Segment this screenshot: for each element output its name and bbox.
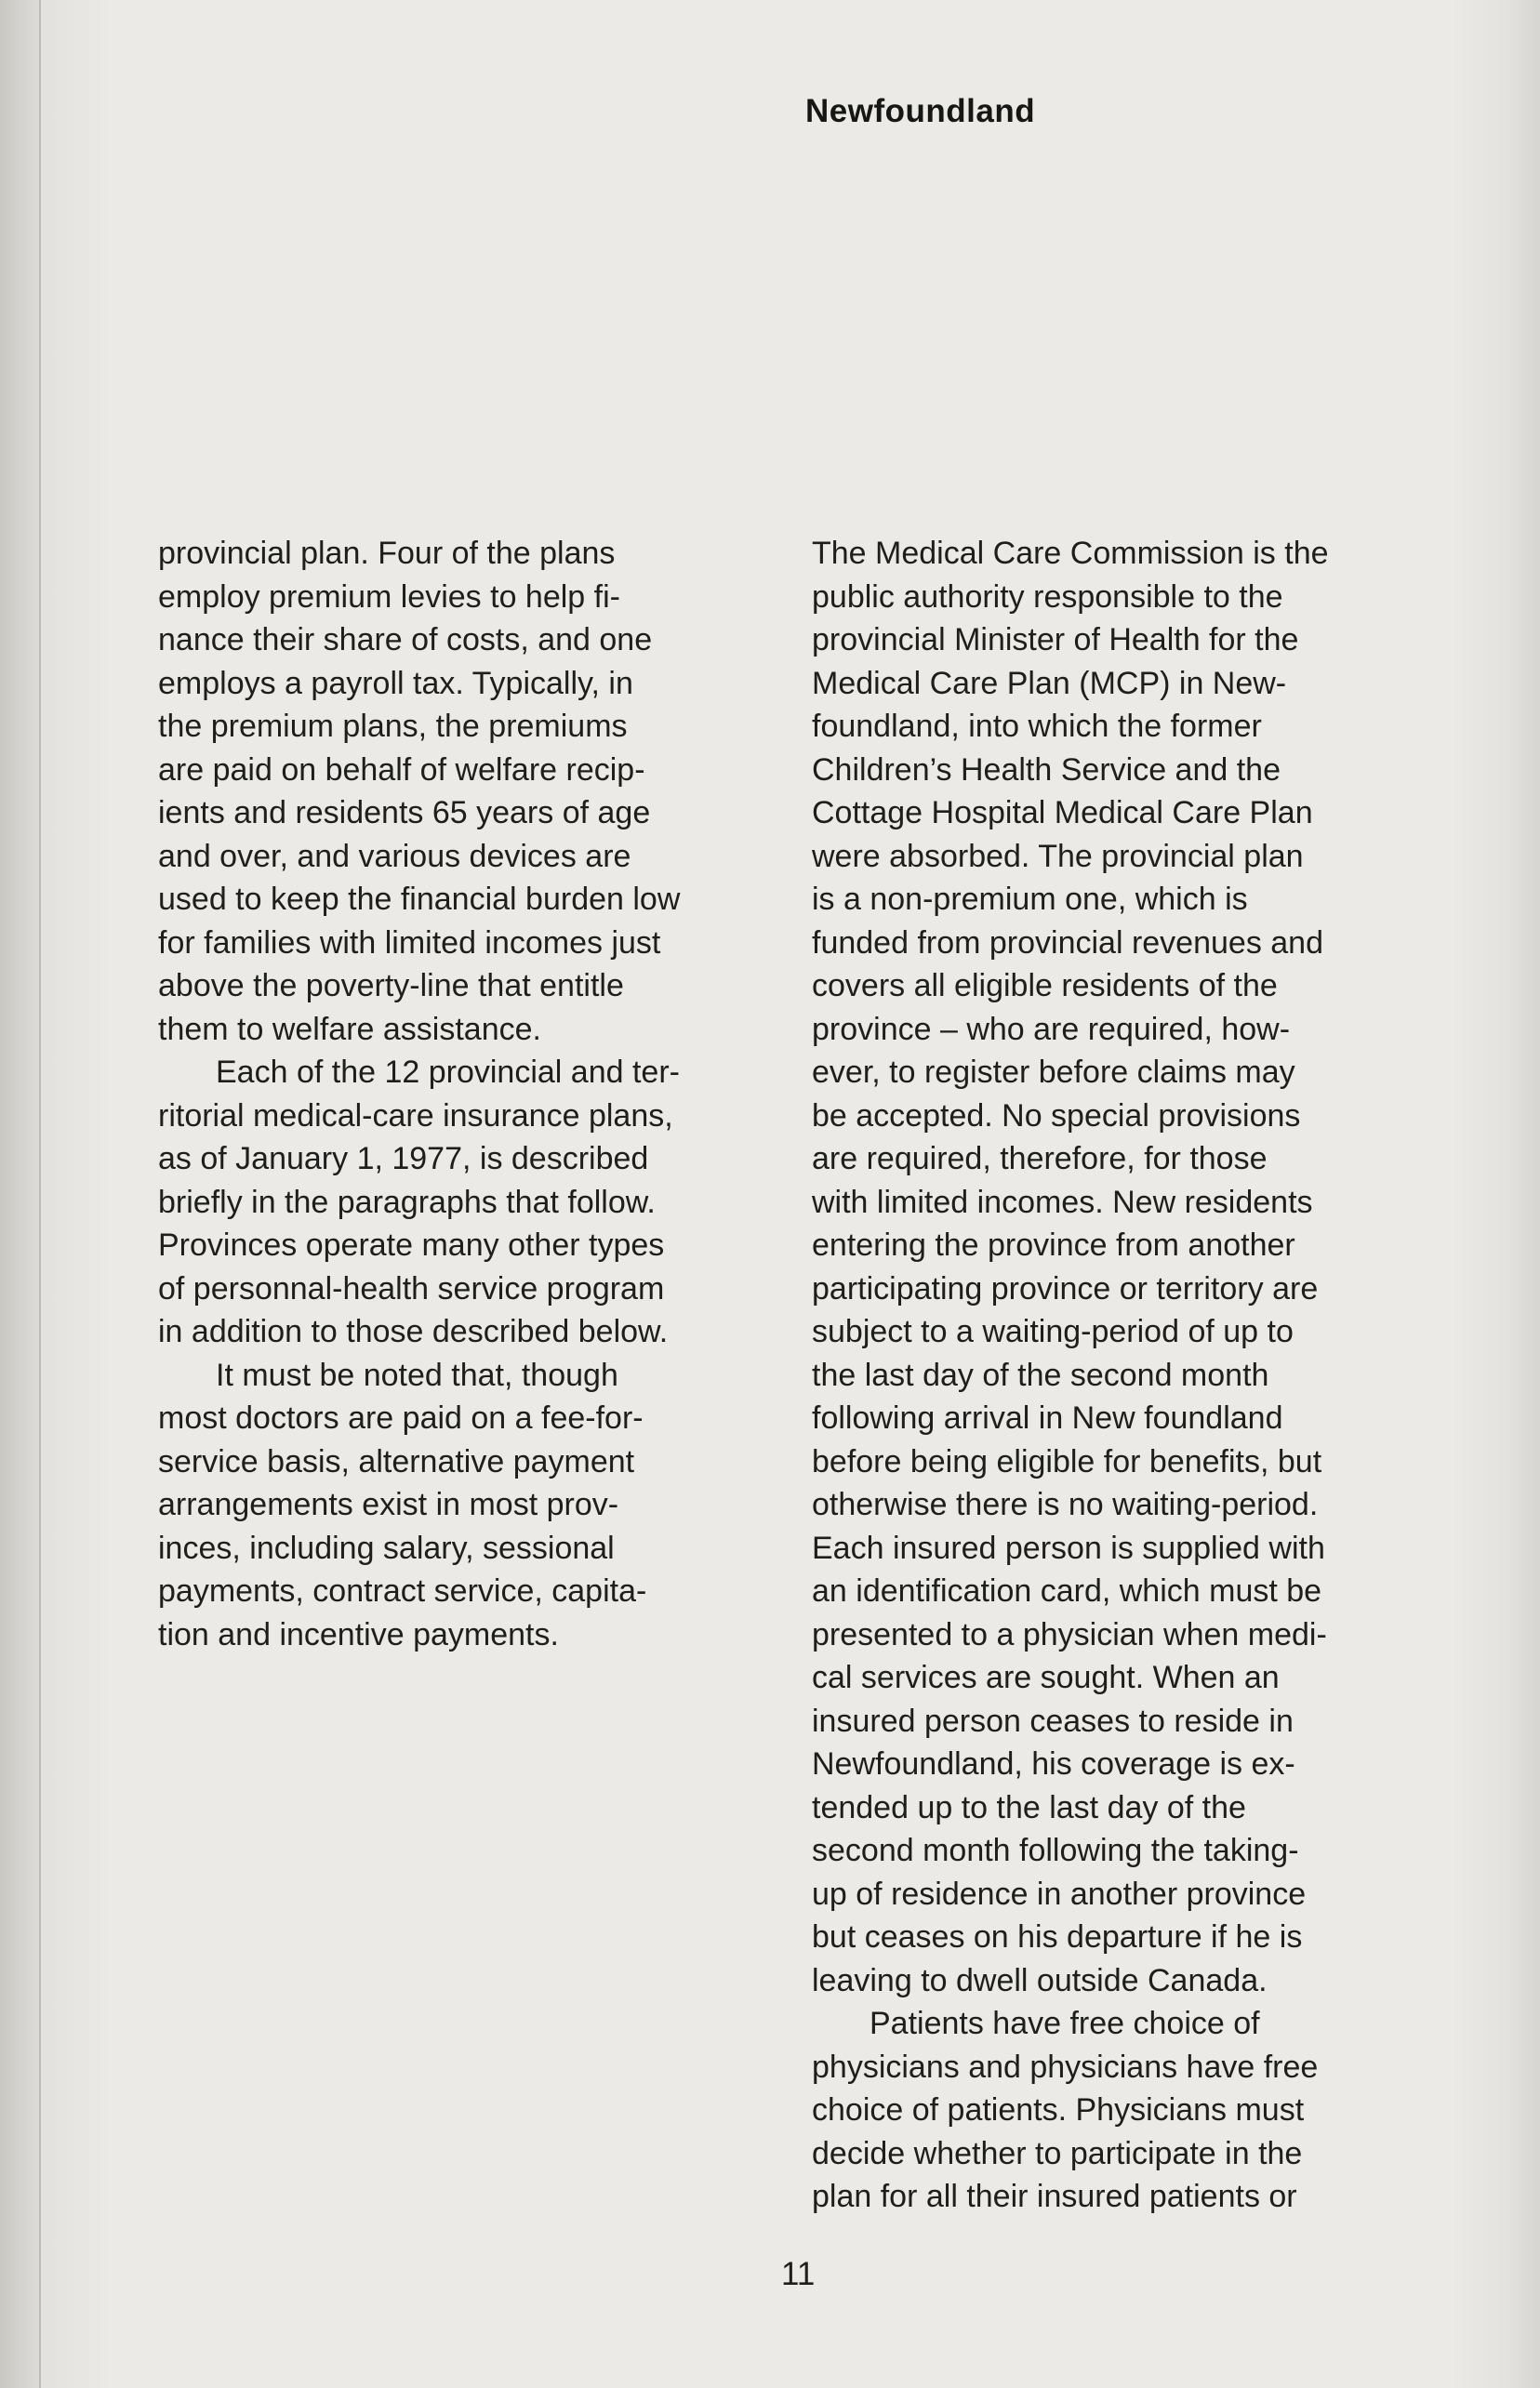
text-line: an identification card, which must be xyxy=(812,1573,1322,1609)
text-line: employs a payroll tax. Typically, in xyxy=(158,665,633,701)
text-line: insured person ceases to reside in xyxy=(812,1703,1294,1739)
text-line: covers all eligible residents of the xyxy=(812,968,1278,1003)
text-line: above the poverty-line that entitle xyxy=(158,968,624,1003)
text-line: up of residence in another province xyxy=(812,1876,1307,1912)
text-line: tended up to the last day of the xyxy=(812,1789,1246,1825)
text-line: arrangements exist in most prov- xyxy=(158,1487,619,1522)
text-line: participating province or territory are xyxy=(812,1270,1319,1307)
text-line: employ premium levies to help fi- xyxy=(158,578,620,615)
text-line: following arrival in New foundland xyxy=(812,1400,1283,1436)
text-line: most doctors are paid on a fee-for- xyxy=(158,1400,644,1436)
right-text-column xyxy=(812,532,1435,2219)
paragraph-start-line: It must be noted that, though xyxy=(216,1357,618,1393)
text-line: ients and residents 65 years of age xyxy=(158,795,651,830)
text-line: choice of patients. Physicians must xyxy=(812,2092,1305,2128)
text-line: funded from provincial revenues and xyxy=(812,924,1323,961)
paragraph-start-line: Each of the 12 provincial and ter- xyxy=(216,1055,680,1090)
text-line: is a non-premium one, which is xyxy=(812,882,1248,917)
book-spine-shadow xyxy=(0,0,39,2388)
binding-edge xyxy=(39,0,41,2388)
page-number: 11 xyxy=(781,2256,816,2292)
text-line: provincial Minister of Health for the xyxy=(812,622,1299,657)
text-line: Each insured person is supplied with xyxy=(812,1530,1325,1566)
text-line: ever, to register before claims may xyxy=(812,1055,1295,1090)
text-line: and over, and various devices are xyxy=(158,838,631,874)
text-line: public authority responsible to the xyxy=(812,578,1283,615)
text-line: the last day of the second month xyxy=(812,1357,1269,1393)
text-line: payments, contract service, capita- xyxy=(158,1573,647,1609)
text-line: presented to a physician when medi- xyxy=(812,1616,1327,1652)
text-line: leaving to dwell outside Canada. xyxy=(812,1962,1268,1998)
text-line: foundland, into which the former xyxy=(812,709,1262,744)
text-line: were absorbed. The provincial plan xyxy=(812,838,1304,874)
text-line: with limited incomes. New residents xyxy=(812,1184,1313,1220)
left-text-column xyxy=(158,532,772,1656)
text-line: as of January 1, 1977, is described xyxy=(158,1141,649,1176)
text-line: are paid on behalf of welfare recip- xyxy=(158,751,645,788)
text-line: the premium plans, the premiums xyxy=(158,709,628,744)
running-head: Newfoundland xyxy=(805,93,1036,129)
text-line: subject to a waiting-period of up to xyxy=(812,1314,1294,1349)
text-line: cal services are sought. When an xyxy=(812,1660,1280,1695)
text-line: plan for all their insured patients or xyxy=(812,2179,1297,2214)
text-line: tion and incentive payments. xyxy=(158,1616,559,1652)
text-line: ritorial medical-care insurance plans, xyxy=(158,1097,673,1134)
text-line: used to keep the financial burden low xyxy=(158,882,681,917)
text-line: provincial plan. Four of the plans xyxy=(158,536,616,571)
text-line: briefly in the paragraphs that follow. xyxy=(158,1184,656,1220)
text-line: for families with limited incomes just xyxy=(158,924,661,961)
text-line: them to welfare assistance. xyxy=(158,1011,541,1047)
text-line: entering the province from another xyxy=(812,1227,1295,1263)
text-line: but ceases on his departure if he is xyxy=(812,1919,1303,1955)
text-line: otherwise there is no waiting-period. xyxy=(812,1487,1319,1522)
text-line: are required, therefore, for those xyxy=(812,1141,1268,1176)
text-line: physicians and physicians have free xyxy=(812,2049,1319,2085)
text-line: province – who are required, how- xyxy=(812,1011,1291,1047)
text-line: of personnal-health service program xyxy=(158,1270,665,1307)
text-line: Provinces operate many other types xyxy=(158,1227,665,1263)
paragraph-start-line: Patients have free choice of xyxy=(870,2006,1260,2041)
text-line: before being eligible for benefits, but xyxy=(812,1443,1322,1479)
text-line: nance their share of costs, and one xyxy=(158,622,653,657)
text-line: service basis, alternative payment xyxy=(158,1443,635,1479)
text-line: Cottage Hospital Medical Care Plan xyxy=(812,795,1313,830)
text-line: second month following the taking- xyxy=(812,1833,1299,1868)
text-line: Newfoundland, his coverage is ex- xyxy=(812,1746,1295,1782)
text-line: Medical Care Plan (MCP) in New- xyxy=(812,665,1287,701)
text-line: inces, including salary, sessional xyxy=(158,1530,615,1566)
text-line: Children’s Health Service and the xyxy=(812,751,1281,788)
text-line: decide whether to participate in the xyxy=(812,2135,1303,2171)
text-line: The Medical Care Commission is the xyxy=(812,536,1329,571)
text-line: in addition to those described below. xyxy=(158,1314,669,1349)
text-line: be accepted. No special provisions xyxy=(812,1097,1301,1134)
